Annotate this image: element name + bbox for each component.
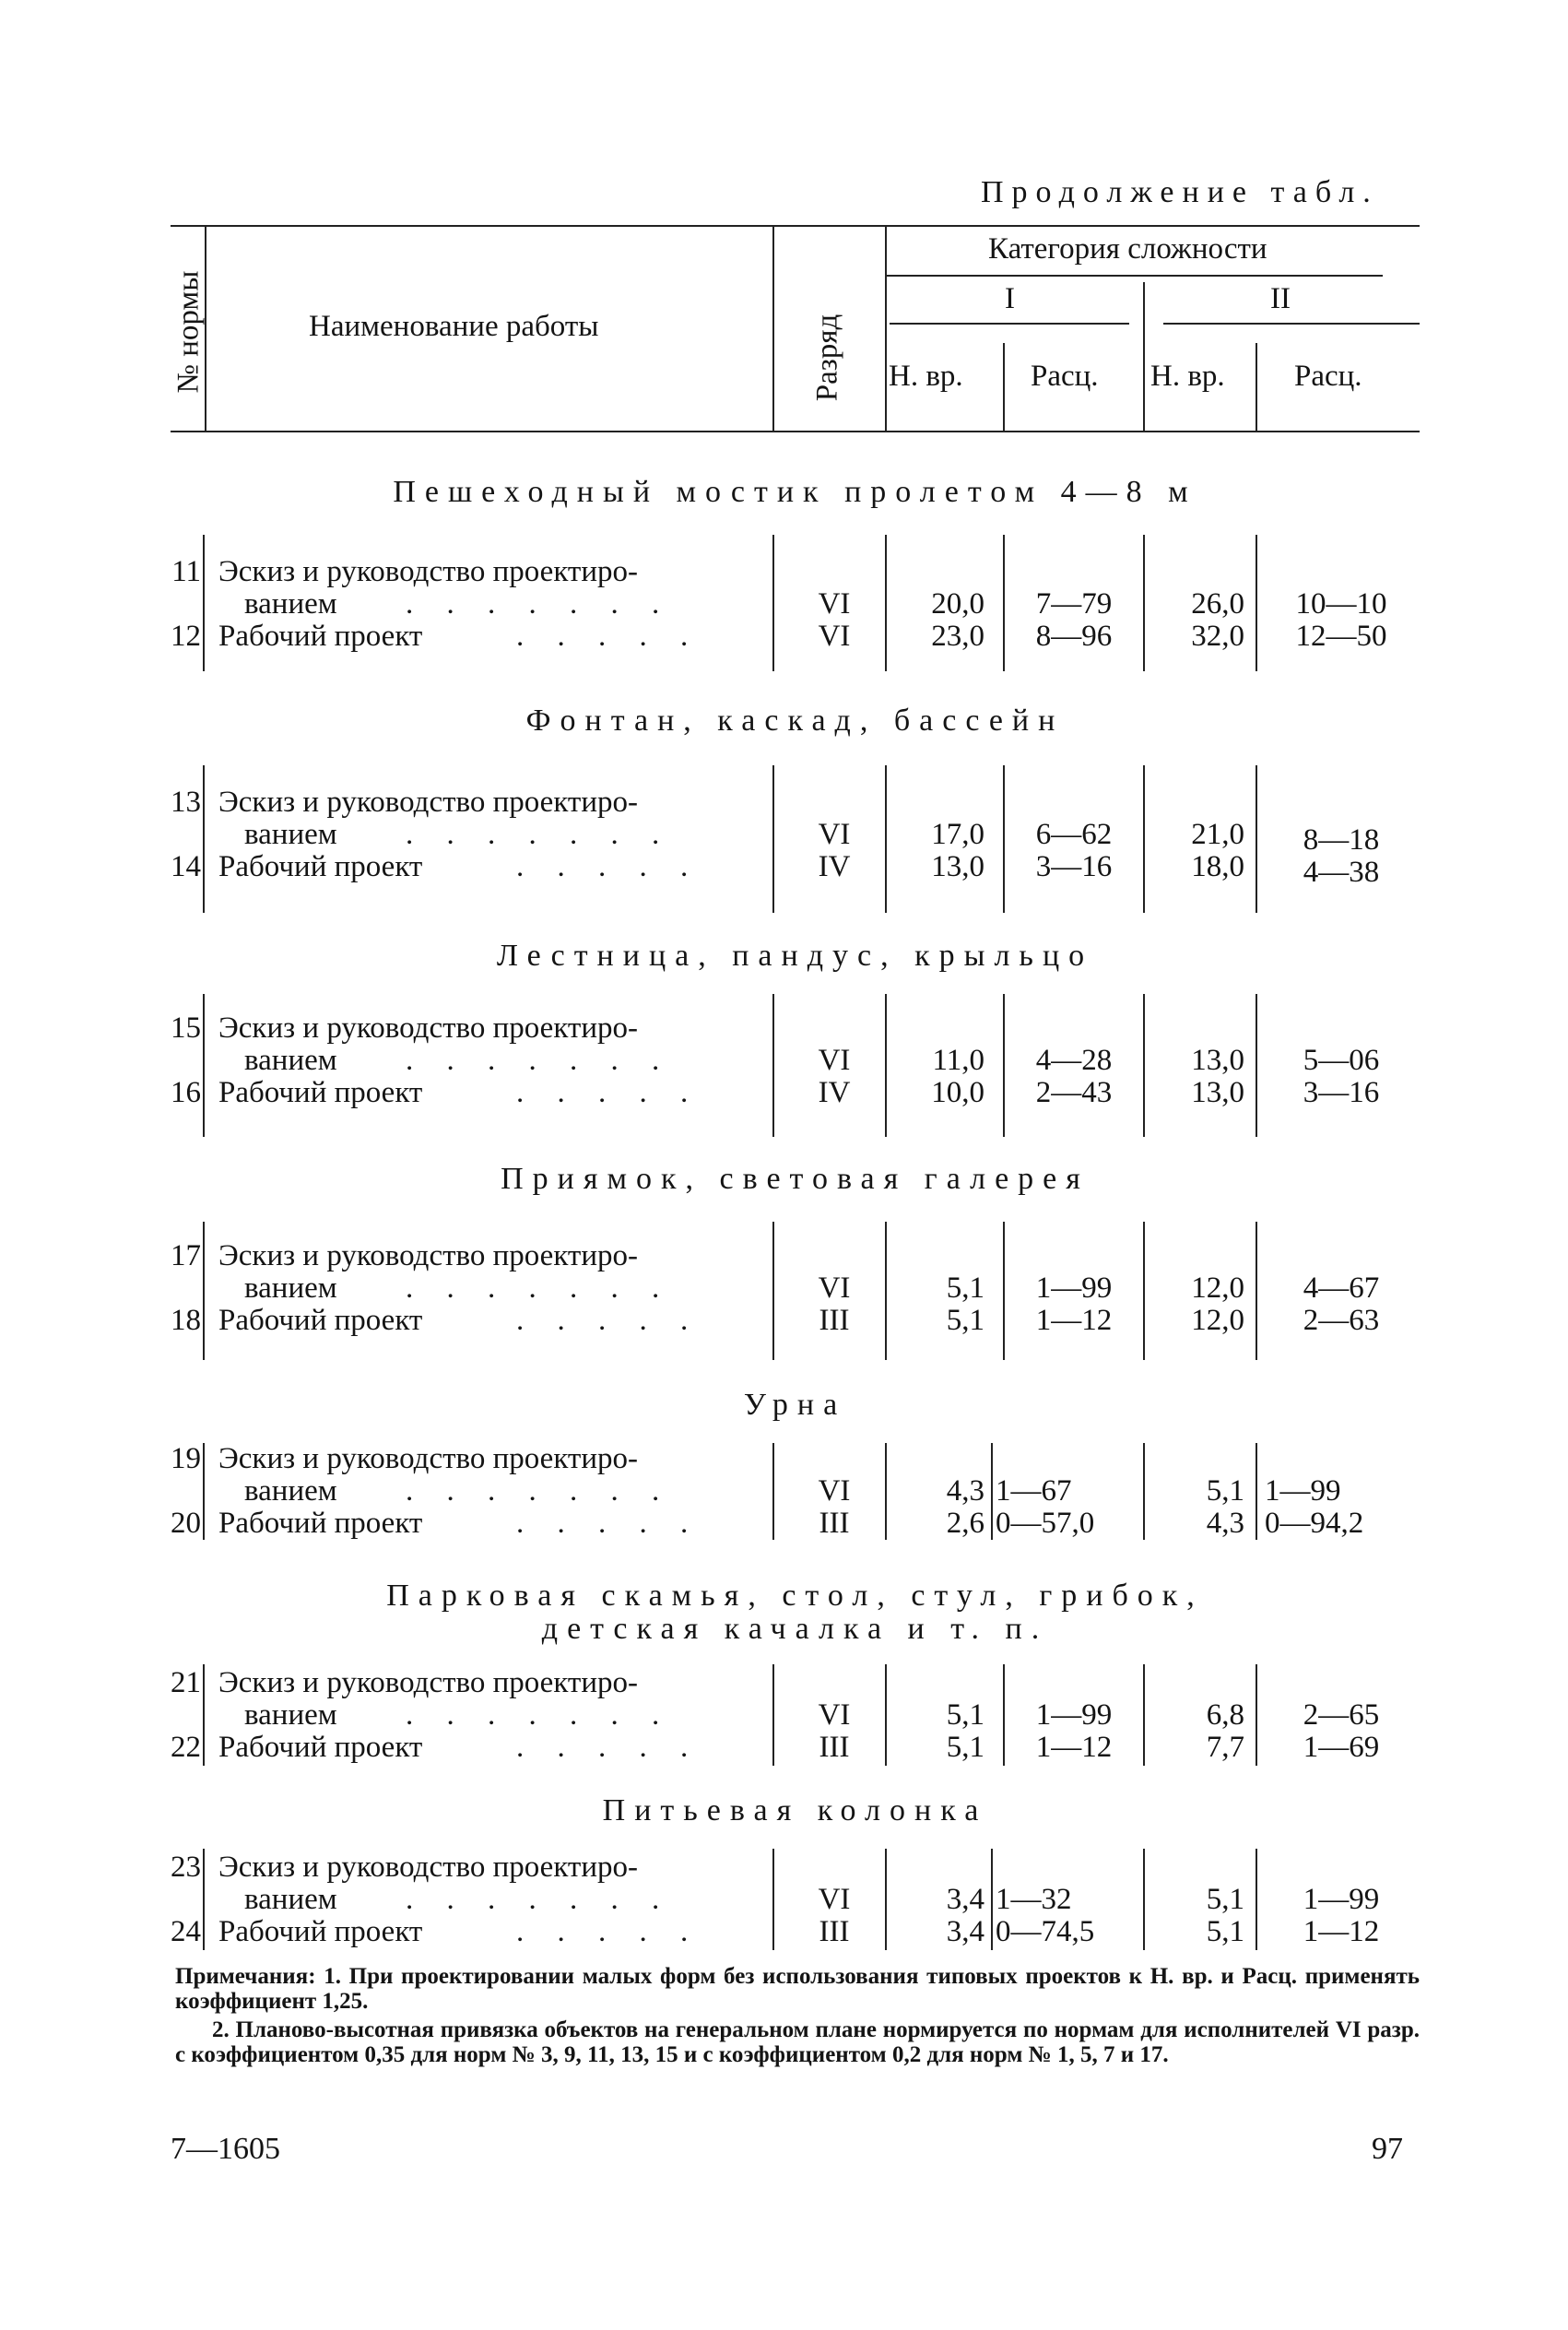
work-name: Рабочий проект <box>218 620 423 653</box>
table-row <box>0 556 1568 587</box>
norm-number: 15 <box>171 1011 201 1045</box>
section-title-line2: детская качалка и т. п. <box>541 1612 1049 1646</box>
work-name: Рабочий проект <box>218 850 423 883</box>
cat1-rule <box>890 323 1129 325</box>
norm-no-header: № нормы <box>171 270 206 394</box>
section-title: Пешеходный мостик пролетом 4—8 м <box>393 475 1197 509</box>
work-name: Рабочий проект <box>218 1731 423 1764</box>
table-row <box>0 1305 1568 1336</box>
rank: VI <box>818 620 851 653</box>
leader-dots: . . . . . <box>516 850 701 883</box>
cost-cat1: 4—28 <box>1035 1044 1113 1077</box>
leader-dots: . . . . . . . <box>406 587 673 621</box>
time-cat2: 32,0 <box>1191 620 1244 653</box>
norm-number: 17 <box>171 1239 201 1272</box>
norm-number: 18 <box>171 1304 201 1337</box>
leader-dots: . . . . . <box>516 1076 701 1109</box>
rank: VI <box>818 818 851 851</box>
time-cat2: 13,0 <box>1191 1076 1244 1109</box>
work-name: Эскиз и руководство проектиро- <box>218 1851 638 1884</box>
time-cat2: 5,1 <box>1206 1915 1244 1948</box>
leader-dots: . . . . . . . <box>406 818 673 851</box>
time-cat1: 5,1 <box>946 1731 984 1764</box>
time-cat1: 5,1 <box>946 1304 984 1337</box>
cost-cat1: 1—67 <box>996 1474 1072 1508</box>
work-name: Эскиз и руководство проектиро- <box>218 1011 638 1045</box>
time-cat1: 17,0 <box>931 818 984 851</box>
rank: III <box>819 1507 850 1540</box>
table-row <box>0 1851 1568 1883</box>
work-name-cont: ванием <box>244 818 337 851</box>
rank: III <box>819 1731 850 1764</box>
work-name-cont: ванием <box>244 1698 337 1732</box>
note-2: 2. Планово-высотная привязка объектов на генеральном плане нормируется по нормам для исполнителей VI разр. с коэффициентом 0,35 для норм № 3, 9, 11, 13, 15 и с коэффициентом 0,2 для норм № 1, 5, 7 и 17. <box>175 2017 1420 2067</box>
rank: VI <box>818 1271 851 1305</box>
rank: IV <box>818 1076 851 1109</box>
cost-cat1: 0—57,0 <box>996 1507 1095 1540</box>
work-name-cont: ванием <box>244 1271 337 1305</box>
leader-dots: . . . . . . . <box>406 1271 673 1305</box>
time-cat2: 12,0 <box>1191 1304 1244 1337</box>
work-name: Эскиз и руководство проектиро- <box>218 1442 638 1475</box>
cost-cat1: 7—79 <box>1035 587 1113 621</box>
rank: VI <box>818 1883 851 1916</box>
time-cat2: 12,0 <box>1191 1271 1244 1305</box>
rank-header: Разряд <box>810 313 844 402</box>
time-cat2: 6,8 <box>1206 1698 1244 1732</box>
table-row <box>0 1699 1568 1731</box>
cost-cat1: 1—32 <box>996 1883 1072 1916</box>
work-name: Эскиз и руководство проектиро- <box>218 786 638 819</box>
table-top-rule <box>171 225 1420 227</box>
time-cat2: 7,7 <box>1206 1731 1244 1764</box>
work-name-header: Наименование работы <box>309 310 599 343</box>
norm-number: 20 <box>171 1507 201 1540</box>
table-row <box>0 1045 1568 1076</box>
table-row <box>0 850 1568 889</box>
rank: IV <box>818 850 851 883</box>
cost-cat2: 12—50 <box>1295 620 1387 653</box>
section-title: Питьевая колонка <box>602 1793 988 1827</box>
table-row <box>0 1077 1568 1108</box>
table-row <box>0 621 1568 652</box>
cost-cat1: 0—74,5 <box>996 1915 1095 1948</box>
cost-cat1: 1—12 <box>1035 1731 1113 1764</box>
norm-number: 13 <box>171 786 201 819</box>
table-row <box>0 1916 1568 1947</box>
rank: VI <box>818 1474 851 1508</box>
time-header-2: Н. вр. <box>1150 360 1225 393</box>
work-name: Рабочий проект <box>218 1915 423 1948</box>
note-1: Примечания: 1. При проектировании малых форм без использования типовых проектов к Н. вр. и Расц. применять коэффициент 1,25. <box>175 1964 1420 2014</box>
work-name: Рабочий проект <box>218 1076 423 1109</box>
time-cat1: 2,6 <box>946 1507 984 1540</box>
complexity-rule <box>885 275 1383 277</box>
time-cat1: 23,0 <box>931 620 984 653</box>
time-cat2: 21,0 <box>1191 818 1244 851</box>
cost-cat2: 1—12 <box>1303 1915 1380 1948</box>
cost-cat2: 1—99 <box>1303 1883 1380 1916</box>
rank: VI <box>818 1044 851 1077</box>
table-row <box>0 1732 1568 1763</box>
cat1-header: I <box>1005 282 1015 315</box>
norm-number: 22 <box>171 1731 201 1764</box>
cost-cat2: 1—69 <box>1303 1731 1380 1764</box>
cost-cat2: 1—99 <box>1265 1474 1341 1508</box>
time-cat2: 13,0 <box>1191 1044 1244 1077</box>
table-row <box>0 1240 1568 1271</box>
cost-header-2: Расц. <box>1294 360 1362 393</box>
table-row <box>0 1884 1568 1915</box>
continuation-label: Продолжение табл. <box>981 175 1379 209</box>
section-title: Фонтан, каскад, бассейн <box>525 704 1065 738</box>
section-title: Лестница, пандус, крыльцо <box>496 939 1094 973</box>
cost-cat2: 2—63 <box>1303 1304 1380 1337</box>
rank: VI <box>818 587 851 621</box>
time-cat1: 11,0 <box>932 1044 984 1077</box>
time-header-1: Н. вр. <box>889 360 963 393</box>
header-divider <box>1256 343 1257 431</box>
cost-cat1: 8—96 <box>1035 620 1113 653</box>
norm-number: 19 <box>171 1442 201 1475</box>
time-cat1: 10,0 <box>931 1076 984 1109</box>
work-name: Рабочий проект <box>218 1507 423 1540</box>
cost-cat1: 1—99 <box>1035 1698 1113 1732</box>
leader-dots: . . . . . . . <box>406 1698 673 1732</box>
norm-number: 24 <box>171 1915 201 1948</box>
cat2-header: II <box>1270 282 1291 315</box>
cost-cat1: 3—16 <box>1035 850 1113 883</box>
cost-cat2: 10—10 <box>1295 587 1387 621</box>
table-row <box>0 1012 1568 1044</box>
work-name-cont: ванием <box>244 587 337 621</box>
cost-cat2: 5—06 <box>1303 1044 1380 1077</box>
time-cat1: 3,4 <box>946 1915 984 1948</box>
time-cat1: 20,0 <box>931 587 984 621</box>
time-cat2: 5,1 <box>1206 1883 1244 1916</box>
time-cat2: 5,1 <box>1206 1474 1244 1508</box>
cost-cat2: 8—18 <box>1303 823 1380 857</box>
table-row <box>0 787 1568 818</box>
leader-dots: . . . . . <box>516 1507 701 1540</box>
leader-dots: . . . . . <box>516 1731 701 1764</box>
rank: III <box>819 1915 850 1948</box>
time-cat1: 3,4 <box>946 1883 984 1916</box>
cost-cat1: 1—99 <box>1035 1271 1113 1305</box>
page-number: 97 <box>1372 2132 1403 2166</box>
work-name-cont: ванием <box>244 1883 337 1916</box>
cost-cat1: 1—12 <box>1035 1304 1113 1337</box>
leader-dots: . . . . . . . <box>406 1883 673 1916</box>
header-divider <box>772 225 774 431</box>
time-cat1: 13,0 <box>931 850 984 883</box>
time-cat2: 26,0 <box>1191 587 1244 621</box>
norm-number: 12 <box>171 620 201 653</box>
rank: III <box>819 1304 850 1337</box>
print-code: 7—1605 <box>171 2132 280 2166</box>
table-row <box>0 1443 1568 1474</box>
table-row <box>0 818 1568 857</box>
cost-cat2: 2—65 <box>1303 1698 1380 1732</box>
table-row <box>0 588 1568 620</box>
work-name-cont: ванием <box>244 1044 337 1077</box>
rank: VI <box>818 1698 851 1732</box>
time-cat1: 4,3 <box>946 1474 984 1508</box>
leader-dots: . . . . . <box>516 1304 701 1337</box>
norm-number: 14 <box>171 850 201 883</box>
cost-cat2: 3—16 <box>1303 1076 1380 1109</box>
table-row <box>0 1667 1568 1698</box>
time-cat2: 4,3 <box>1206 1507 1244 1540</box>
cost-cat2: 4—38 <box>1303 856 1380 889</box>
work-name-cont: ванием <box>244 1474 337 1508</box>
table-row <box>0 1475 1568 1507</box>
section-title: Приямок, световая галерея <box>501 1162 1090 1196</box>
cost-header-1: Расц. <box>1031 360 1099 393</box>
work-name: Эскиз и руководство проектиро- <box>218 555 638 588</box>
norm-number: 11 <box>171 555 201 588</box>
time-cat2: 18,0 <box>1191 850 1244 883</box>
leader-dots: . . . . . <box>516 1915 701 1948</box>
leader-dots: . . . . . . . <box>406 1044 673 1077</box>
leader-dots: . . . . . . . <box>406 1474 673 1508</box>
header-divider <box>1003 343 1005 431</box>
section-title: Урна <box>743 1388 847 1422</box>
work-name: Рабочий проект <box>218 1304 423 1337</box>
section-title: Парковая скамья, стол, стул, грибок, <box>386 1579 1204 1613</box>
complexity-header: Категория сложности <box>988 232 1267 266</box>
time-cat1: 5,1 <box>946 1271 984 1305</box>
time-cat1: 5,1 <box>946 1698 984 1732</box>
cat2-rule <box>1163 323 1420 325</box>
table-row <box>0 1272 1568 1304</box>
norm-number: 16 <box>171 1076 201 1109</box>
header-divider <box>1143 282 1145 431</box>
table-row <box>0 1508 1568 1539</box>
work-name: Эскиз и руководство проектиро- <box>218 1666 638 1699</box>
cost-cat1: 6—62 <box>1035 818 1113 851</box>
leader-dots: . . . . . <box>516 620 701 653</box>
table-header-bottom-rule <box>171 431 1420 432</box>
cost-cat2: 0—94,2 <box>1265 1507 1364 1540</box>
cost-cat1: 2—43 <box>1035 1076 1113 1109</box>
norm-number: 21 <box>171 1666 201 1699</box>
work-name: Эскиз и руководство проектиро- <box>218 1239 638 1272</box>
header-divider <box>885 225 887 431</box>
cost-cat2: 4—67 <box>1303 1271 1380 1305</box>
norm-number: 23 <box>171 1851 201 1884</box>
